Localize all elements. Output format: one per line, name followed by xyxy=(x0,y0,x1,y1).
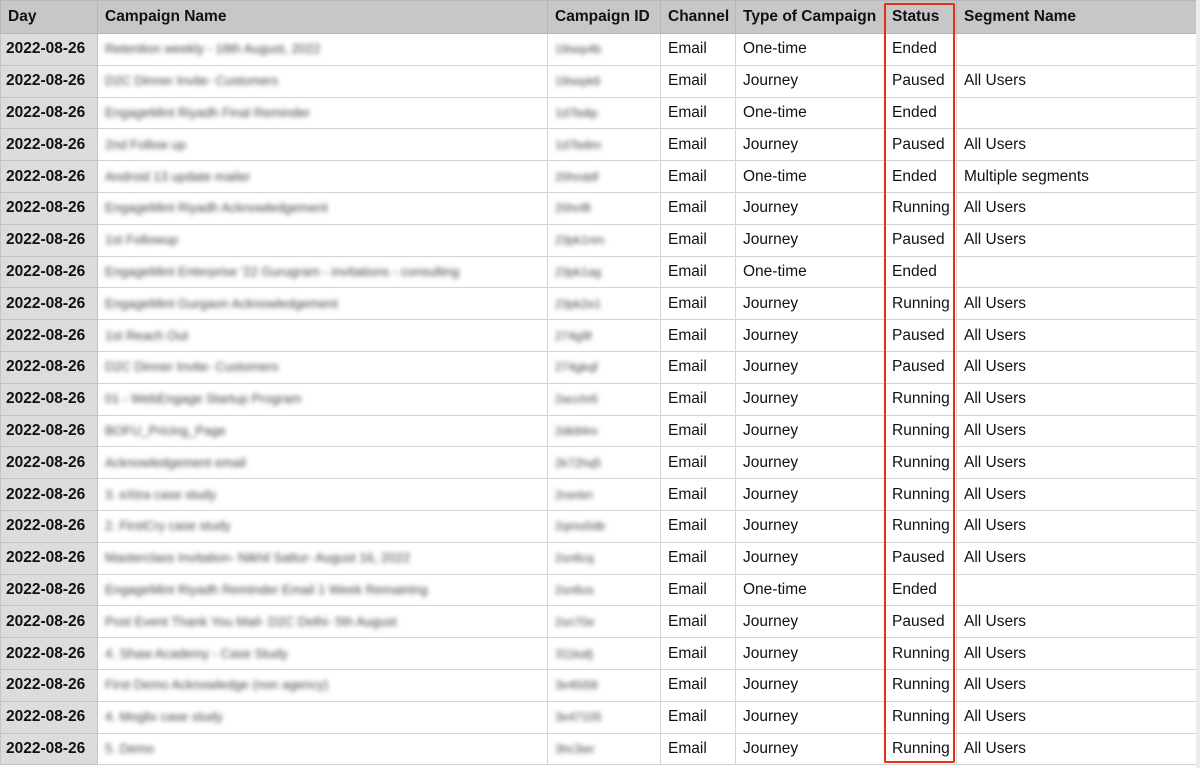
cell-campaign-name[interactable] xyxy=(98,161,548,193)
cell-campaign-id-text: 2acchr6 xyxy=(555,392,598,407)
cell-day[interactable]: 2022-08-26 xyxy=(1,701,98,733)
cell-campaign-name-text: Android 13 update mailer xyxy=(105,168,251,184)
cell-status[interactable]: Running xyxy=(885,479,957,511)
table-row[interactable] xyxy=(1,638,1200,670)
cell-channel[interactable]: Email xyxy=(661,129,736,161)
table-row[interactable] xyxy=(1,447,1200,479)
cell-status[interactable]: Running xyxy=(885,669,957,701)
cell-status[interactable]: Ended xyxy=(885,256,957,288)
col-header-campaign-id[interactable]: Campaign ID xyxy=(548,1,661,34)
cell-day[interactable]: 2022-08-26 xyxy=(1,733,98,765)
cell-campaign-name-text: Retention weekly - 18th August, 2022 xyxy=(105,41,321,57)
cell-status[interactable]: Paused xyxy=(885,129,957,161)
cell-status[interactable]: Paused xyxy=(885,320,957,352)
cell-type[interactable]: Journey xyxy=(736,638,885,670)
cell-campaign-id-text: 19sep4b xyxy=(555,42,602,57)
cell-segment[interactable]: Multiple segments xyxy=(957,161,1200,193)
cell-campaign-name[interactable] xyxy=(98,224,548,256)
table-row[interactable] xyxy=(1,733,1200,765)
cell-campaign-id[interactable] xyxy=(548,383,661,415)
cell-campaign-id-text: 20hnddf xyxy=(555,169,599,184)
cell-campaign-name[interactable] xyxy=(98,383,548,415)
cell-campaign-id-text: 2sn70e xyxy=(555,614,595,629)
cell-campaign-name-text: EngageMint Riyadh Reminder Email 1 Week Remaining xyxy=(105,581,428,597)
cell-campaign-id-text: 23pk1ag xyxy=(555,264,602,279)
cell-segment[interactable]: All Users xyxy=(957,288,1200,320)
cell-campaign-name[interactable] xyxy=(98,542,548,574)
cell-campaign-name-text: 01 - WebEngage Startup Program xyxy=(105,391,302,407)
cell-day[interactable]: 2022-08-26 xyxy=(1,129,98,161)
cell-campaign-name-text: 1st Reach Out xyxy=(105,327,189,343)
cell-segment[interactable]: All Users xyxy=(957,65,1200,97)
table-row[interactable] xyxy=(1,192,1200,224)
cell-campaign-name-text: EngageMint Riyadh Final Reminder xyxy=(105,104,311,120)
cell-campaign-id[interactable] xyxy=(548,638,661,670)
table-row[interactable] xyxy=(1,574,1200,606)
cell-status[interactable]: Running xyxy=(885,510,957,542)
table-row[interactable] xyxy=(1,34,1200,66)
cell-campaign-id-text: 19sepk6 xyxy=(555,74,601,89)
table-row[interactable] xyxy=(1,288,1200,320)
cell-channel[interactable]: Email xyxy=(661,701,736,733)
cell-campaign-name-text: 4. Shaw Academy - Case Study xyxy=(105,645,288,661)
table-row[interactable] xyxy=(1,320,1200,352)
cell-campaign-name[interactable] xyxy=(98,97,548,129)
cell-campaign-name-text: BOFU_Pricing_Page xyxy=(105,422,226,438)
cell-status[interactable]: Running xyxy=(885,415,957,447)
cell-segment[interactable]: All Users xyxy=(957,351,1200,383)
cell-campaign-id[interactable] xyxy=(548,479,661,511)
cell-day[interactable]: 2022-08-26 xyxy=(1,65,98,97)
table-row[interactable] xyxy=(1,256,1200,288)
cell-campaign-id-text: 3hc3ier xyxy=(555,741,595,756)
cell-campaign-name[interactable] xyxy=(98,638,548,670)
cell-status[interactable]: Paused xyxy=(885,351,957,383)
table-row[interactable] xyxy=(1,383,1200,415)
cell-segment[interactable]: All Users xyxy=(957,383,1200,415)
cell-channel[interactable]: Email xyxy=(661,415,736,447)
cell-campaign-name[interactable] xyxy=(98,320,548,352)
cell-campaign-name-text: D2C Dinner Invite- Customers xyxy=(105,359,279,375)
cell-day[interactable]: 2022-08-26 xyxy=(1,479,98,511)
cell-campaign-id[interactable] xyxy=(548,447,661,479)
cell-segment[interactable] xyxy=(957,97,1200,129)
cell-type[interactable]: One-time xyxy=(736,97,885,129)
table-row[interactable] xyxy=(1,129,1200,161)
cell-campaign-id[interactable] xyxy=(548,542,661,574)
cell-segment[interactable]: All Users xyxy=(957,542,1200,574)
cell-segment[interactable] xyxy=(957,574,1200,606)
header-row xyxy=(1,1,1200,34)
cell-type[interactable]: Journey xyxy=(736,224,885,256)
cell-segment[interactable]: All Users xyxy=(957,606,1200,638)
cell-segment[interactable]: All Users xyxy=(957,129,1200,161)
cell-campaign-id[interactable] xyxy=(548,224,661,256)
cell-segment[interactable] xyxy=(957,256,1200,288)
cell-campaign-name[interactable] xyxy=(98,701,548,733)
cell-campaign-name[interactable] xyxy=(98,574,548,606)
cell-channel[interactable]: Email xyxy=(661,288,736,320)
cell-campaign-id[interactable] xyxy=(548,97,661,129)
cell-channel[interactable]: Email xyxy=(661,351,736,383)
cell-type[interactable]: Journey xyxy=(736,192,885,224)
cell-day[interactable]: 2022-08-26 xyxy=(1,256,98,288)
cell-segment[interactable]: All Users xyxy=(957,320,1200,352)
cell-type[interactable]: Journey xyxy=(736,65,885,97)
cell-channel[interactable]: Email xyxy=(661,638,736,670)
cell-campaign-name-text: 3. eXtra case study xyxy=(105,486,217,502)
cell-campaign-id[interactable] xyxy=(548,415,661,447)
cell-campaign-id-text: 2k72hq5 xyxy=(555,455,602,470)
col-header-day[interactable]: Day xyxy=(1,1,98,34)
cell-day[interactable]: 2022-08-26 xyxy=(1,34,98,66)
cell-campaign-name-text: Masterclass Invitation- Nikhil Sattur- August 16, 2022 xyxy=(105,550,410,566)
cell-segment[interactable] xyxy=(957,34,1200,66)
cell-campaign-name[interactable] xyxy=(98,447,548,479)
cell-campaign-name-text: Post Event Thank You Mail- D2C Delhi- 5th August xyxy=(105,613,397,629)
table-row[interactable] xyxy=(1,479,1200,511)
cell-channel[interactable]: Email xyxy=(661,447,736,479)
cell-channel[interactable]: Email xyxy=(661,510,736,542)
cell-type[interactable]: Journey xyxy=(736,288,885,320)
cell-campaign-name[interactable] xyxy=(98,34,548,66)
cell-channel[interactable]: Email xyxy=(661,34,736,66)
cell-campaign-id-text: 311kafj xyxy=(555,646,593,661)
cell-campaign-name-text: D2C Dinner Invite- Customers xyxy=(105,73,279,89)
cell-day[interactable]: 2022-08-26 xyxy=(1,161,98,193)
cell-campaign-id[interactable] xyxy=(548,669,661,701)
cell-campaign-id-text: 274g9f xyxy=(555,328,592,343)
cell-campaign-name[interactable] xyxy=(98,256,548,288)
cell-campaign-id[interactable] xyxy=(548,161,661,193)
table-row[interactable] xyxy=(1,351,1200,383)
cell-campaign-id-text: 1d7bdip xyxy=(555,105,598,120)
cell-status[interactable]: Ended xyxy=(885,574,957,606)
cell-channel[interactable]: Email xyxy=(661,320,736,352)
cell-campaign-name-text: 2. FirstCry case study xyxy=(105,518,231,534)
table-row[interactable] xyxy=(1,224,1200,256)
cell-day[interactable]: 2022-08-26 xyxy=(1,574,98,606)
cell-type[interactable]: Journey xyxy=(736,320,885,352)
table-row[interactable] xyxy=(1,65,1200,97)
cell-campaign-id-text: 23pk2e1 xyxy=(555,296,602,311)
cell-day[interactable]: 2022-08-26 xyxy=(1,510,98,542)
cell-campaign-id-text: 274gkqf xyxy=(555,360,598,375)
table-row[interactable] xyxy=(1,606,1200,638)
cell-campaign-id[interactable] xyxy=(548,129,661,161)
cell-day[interactable]: 2022-08-26 xyxy=(1,669,98,701)
cell-campaign-name-text: 2nd Follow up xyxy=(105,136,186,152)
cell-segment[interactable]: All Users xyxy=(957,638,1200,670)
cell-status[interactable]: Ended xyxy=(885,34,957,66)
col-header-channel[interactable]: Channel xyxy=(661,1,736,34)
cell-channel[interactable]: Email xyxy=(661,574,736,606)
cell-type[interactable]: Journey xyxy=(736,129,885,161)
cell-campaign-name-text: EngageMint Gurgaon Acknowledgement xyxy=(105,295,338,311)
cell-status[interactable]: Running xyxy=(885,447,957,479)
cell-segment[interactable]: All Users xyxy=(957,192,1200,224)
cell-campaign-name[interactable] xyxy=(98,415,548,447)
cell-status[interactable]: Paused xyxy=(885,606,957,638)
cell-day[interactable]: 2022-08-26 xyxy=(1,447,98,479)
cell-type[interactable]: Journey xyxy=(736,701,885,733)
cell-campaign-name[interactable] xyxy=(98,669,548,701)
cell-campaign-id[interactable] xyxy=(548,320,661,352)
cell-campaign-id-text: 3e45i58 xyxy=(555,678,598,693)
cell-type[interactable]: Journey xyxy=(736,415,885,447)
cell-campaign-id-text: 3e47105 xyxy=(555,710,602,725)
cell-type[interactable]: Journey xyxy=(736,479,885,511)
cell-campaign-id[interactable] xyxy=(548,288,661,320)
cell-campaign-id-text: 23pk1nm xyxy=(555,233,605,248)
cell-campaign-id-text: 2nerbri xyxy=(555,487,593,502)
cell-day[interactable]: 2022-08-26 xyxy=(1,542,98,574)
cell-type[interactable]: Journey xyxy=(736,542,885,574)
cell-campaign-id-text: 2sn6os xyxy=(555,582,594,597)
cell-type[interactable]: Journey xyxy=(736,447,885,479)
cell-day[interactable]: 2022-08-26 xyxy=(1,97,98,129)
cell-campaign-name[interactable] xyxy=(98,479,548,511)
cell-status[interactable]: Paused xyxy=(885,542,957,574)
cell-channel[interactable]: Email xyxy=(661,733,736,765)
cell-campaign-id[interactable] xyxy=(548,701,661,733)
cell-campaign-id-text: 2dk84m xyxy=(555,423,598,438)
table-row[interactable] xyxy=(1,669,1200,701)
cell-type[interactable]: One-time xyxy=(736,161,885,193)
cell-segment[interactable]: All Users xyxy=(957,415,1200,447)
cell-status[interactable]: Running xyxy=(885,383,957,415)
cell-segment[interactable]: All Users xyxy=(957,479,1200,511)
cell-day[interactable]: 2022-08-26 xyxy=(1,288,98,320)
cell-day[interactable]: 2022-08-26 xyxy=(1,638,98,670)
cell-campaign-id[interactable] xyxy=(548,606,661,638)
cell-channel[interactable]: Email xyxy=(661,669,736,701)
cell-type[interactable]: Journey xyxy=(736,383,885,415)
cell-segment[interactable]: All Users xyxy=(957,447,1200,479)
cell-type[interactable]: One-time xyxy=(736,256,885,288)
cell-status[interactable]: Running xyxy=(885,288,957,320)
cell-campaign-name-text: 5. Demo xyxy=(105,740,155,756)
cell-type[interactable]: Journey xyxy=(736,510,885,542)
cell-campaign-name[interactable] xyxy=(98,606,548,638)
cell-campaign-id[interactable] xyxy=(548,510,661,542)
cell-campaign-name-text: EngageMint Enterprise '22 Gurugram - invitations - consulting xyxy=(105,263,460,279)
cell-type[interactable]: Journey xyxy=(736,606,885,638)
cell-campaign-id-text: 20hnffi xyxy=(555,201,591,216)
cell-type[interactable]: Journey xyxy=(736,733,885,765)
cell-status[interactable]: Running xyxy=(885,701,957,733)
table-row[interactable] xyxy=(1,415,1200,447)
cell-type[interactable]: One-time xyxy=(736,34,885,66)
cell-type[interactable]: One-time xyxy=(736,574,885,606)
cell-segment[interactable]: All Users xyxy=(957,701,1200,733)
cell-status[interactable]: Paused xyxy=(885,224,957,256)
cell-campaign-name[interactable] xyxy=(98,510,548,542)
cell-campaign-name-text: EngageMint Riyadh Acknowledgement xyxy=(105,200,328,216)
cell-day[interactable]: 2022-08-26 xyxy=(1,351,98,383)
cell-status[interactable]: Running xyxy=(885,192,957,224)
table-row[interactable] xyxy=(1,510,1200,542)
cell-channel[interactable]: Email xyxy=(661,256,736,288)
cell-campaign-name[interactable] xyxy=(98,351,548,383)
cell-campaign-id[interactable] xyxy=(548,256,661,288)
cell-channel[interactable]: Email xyxy=(661,383,736,415)
cell-campaign-id[interactable] xyxy=(548,733,661,765)
cell-campaign-id[interactable] xyxy=(548,34,661,66)
col-header-campaign-name[interactable]: Campaign Name xyxy=(98,1,548,34)
cell-campaign-name-text: 4. Moglix case study xyxy=(105,709,223,725)
cell-campaign-id[interactable] xyxy=(548,192,661,224)
cell-segment[interactable]: All Users xyxy=(957,733,1200,765)
cell-channel[interactable]: Email xyxy=(661,606,736,638)
cell-channel[interactable]: Email xyxy=(661,224,736,256)
window-edge xyxy=(1196,0,1200,768)
cell-status[interactable]: Paused xyxy=(885,65,957,97)
table-row[interactable] xyxy=(1,97,1200,129)
cell-channel[interactable]: Email xyxy=(661,479,736,511)
cell-campaign-id[interactable] xyxy=(548,574,661,606)
cell-day[interactable]: 2022-08-26 xyxy=(1,224,98,256)
cell-campaign-id[interactable] xyxy=(548,65,661,97)
table-row[interactable] xyxy=(1,161,1200,193)
col-header-segment[interactable]: Segment Name xyxy=(957,1,1200,34)
cell-day[interactable]: 2022-08-26 xyxy=(1,415,98,447)
cell-campaign-name[interactable] xyxy=(98,288,548,320)
cell-status[interactable]: Ended xyxy=(885,161,957,193)
cell-day[interactable]: 2022-08-26 xyxy=(1,606,98,638)
cell-campaign-id-text: 1d7bdim xyxy=(555,137,602,152)
cell-campaign-name[interactable] xyxy=(98,733,548,765)
cell-channel[interactable]: Email xyxy=(661,542,736,574)
cell-campaign-name-text: First Demo Acknowledge (non agency) xyxy=(105,677,329,693)
cell-campaign-name-text: Acknowledgement email xyxy=(105,454,246,470)
cell-status[interactable]: Ended xyxy=(885,97,957,129)
cell-campaign-name[interactable] xyxy=(98,192,548,224)
cell-channel[interactable]: Email xyxy=(661,161,736,193)
cell-segment[interactable]: All Users xyxy=(957,510,1200,542)
cell-segment[interactable]: All Users xyxy=(957,224,1200,256)
cell-type[interactable]: Journey xyxy=(736,669,885,701)
cell-day[interactable]: 2022-08-26 xyxy=(1,320,98,352)
col-header-type[interactable]: Type of Campaign xyxy=(736,1,885,34)
cell-day[interactable]: 2022-08-26 xyxy=(1,192,98,224)
cell-campaign-id[interactable] xyxy=(548,351,661,383)
cell-segment[interactable]: All Users xyxy=(957,669,1200,701)
cell-campaign-name[interactable] xyxy=(98,129,548,161)
cell-type[interactable]: Journey xyxy=(736,351,885,383)
cell-status[interactable]: Running xyxy=(885,733,957,765)
cell-status[interactable]: Running xyxy=(885,638,957,670)
table-row[interactable] xyxy=(1,701,1200,733)
cell-campaign-name-text: 1st Followup xyxy=(105,232,178,248)
col-header-status[interactable]: Status xyxy=(885,1,957,34)
cell-campaign-id-text: 2sn6cq xyxy=(555,551,594,566)
table-row[interactable] xyxy=(1,542,1200,574)
cell-channel[interactable]: Email xyxy=(661,192,736,224)
cell-day[interactable]: 2022-08-26 xyxy=(1,383,98,415)
cell-channel[interactable]: Email xyxy=(661,65,736,97)
cell-campaign-name[interactable] xyxy=(98,65,548,97)
cell-campaign-id-text: 2qmo0db xyxy=(555,519,606,534)
cell-channel[interactable]: Email xyxy=(661,97,736,129)
